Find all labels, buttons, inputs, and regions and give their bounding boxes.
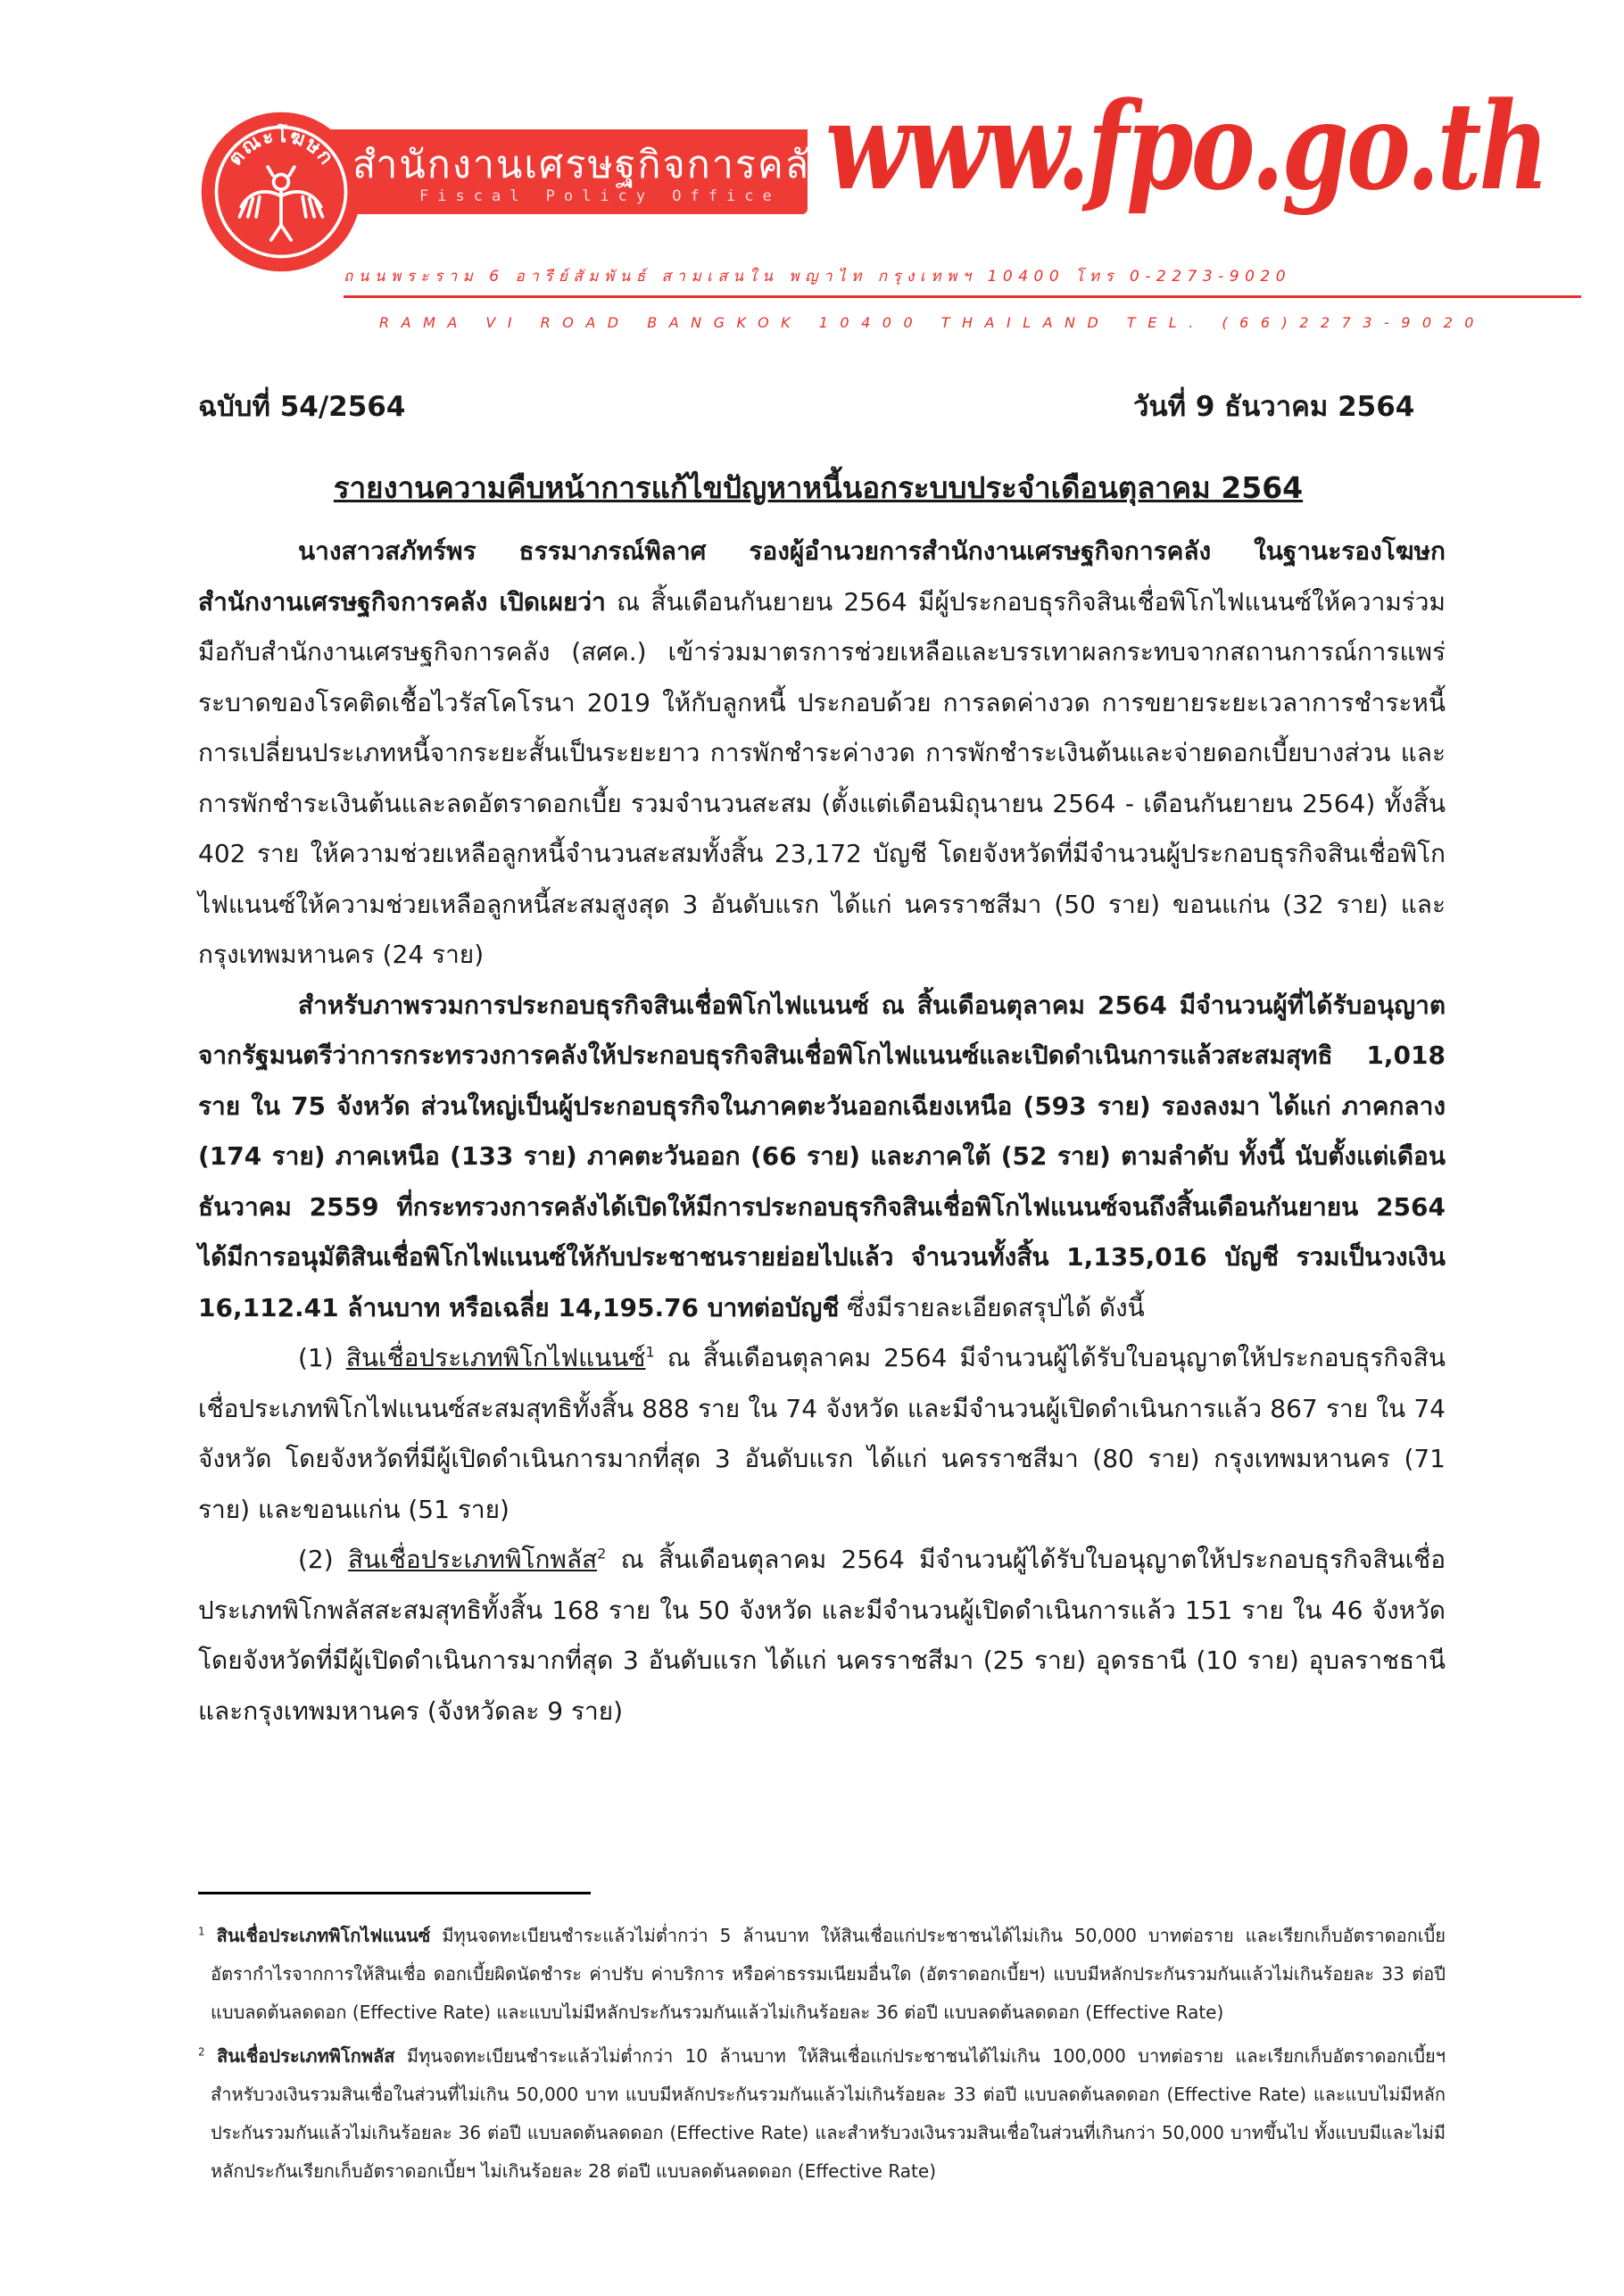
- agency-name-thai: สำนักงานเศรษฐกิจการคลัง: [352, 143, 832, 187]
- document-title: รายงานความคืบหน้าการแก้ไขปัญหาหนี้นอกระบบประจำเดือนตุลาคม 2564: [333, 470, 1304, 505]
- paragraph-2: [198, 981, 1446, 1334]
- footnote-divider: [198, 1892, 591, 1894]
- footnote-ref-1[interactable]: 1: [645, 1343, 655, 1361]
- garuda-seal-logo: [198, 109, 364, 275]
- footnote-2-text: มีทุนจดทะเบียนชำระแล้วไม่ต่ำกว่า 10 ล้านบาท ให้สินเชื่อแก่ประชาชนได้ไม่เกิน 100,000 บาทต่อราย และเรียกเก็บอัตราดอกเบี้ยฯ สำหรับวงเงินรวมสินเชื่อในส่วนที่ไม่เกิน 50,000 บาท แบบมีหลักประกันรวมกันแล้วไม่เกินร้อยละ 33 ต่อปี แบบลดต้นลดดอก (Effective Rate) และแบบไม่มีหลักประกันรวมกันแล้วไม่เกินร้อยละ 36 ต่อปี แบบลดต้นลดดอก (Effective Rate) และสำหรับวงเงินรวมสินเชื่อในส่วนที่เกินกว่า 50,000 บาทขึ้นไป ทั้งแบบมีและไม่มีหลักประกันเรียกเก็บอัตราดอกเบี้ยฯ ไม่เกินร้อยละ 28 ต่อปี แบบลดต้นลดดอก (Effective Rate): [211, 2045, 1446, 2182]
- address-thai: ถนนพระราม 6 อารีย์สัมพันธ์ สามเสนใน พญาไท กรุงเทพฯ 10400 โทร 0-2273-9020: [344, 268, 1292, 286]
- item-number-2: (2): [298, 1545, 349, 1574]
- issue-number: ฉบับที่ 54/2564: [198, 391, 406, 423]
- agency-name-english: Fiscal Policy Office: [419, 187, 781, 205]
- letterhead-divider: [344, 295, 1581, 298]
- pico-plus-label: สินเชื่อประเภทพิโกพลัส: [348, 1545, 598, 1574]
- pico-plus-text: ณ สิ้นเดือนตุลาคม 2564 มีจำนวนผู้ได้รับใบอนุญาตให้ประกอบธุรกิจสินเชื่อประเภทพิโกพลัสสะสมสุทธิทั้งสิ้น 168 ราย ใน 50 จังหวัด และมีจำนวนผู้เปิดดำเนินการแล้ว 151 ราย ใน 46 จังหวัด โดยจังหวัดที่มีผู้เปิดดำเนินการมากที่สุด 3 อันดับแรก ได้แก่ นครราชสีมา (25 ราย) อุดรธานี (10 ราย) อุบลราชธานีและกรุงเทพมหานคร (จังหวัดละ 9 ราย): [198, 1545, 1446, 1726]
- paragraph-pico-finance: [198, 1333, 1446, 1535]
- footnote-ref-2[interactable]: 2: [597, 1545, 607, 1562]
- footnote-1-term: สินเชื่อประเภทพิโกไฟแนนซ์: [216, 1925, 431, 1946]
- svg-text:ตณะโฆษก: ตณะโฆษก: [223, 124, 339, 170]
- press-release-body: [198, 526, 1446, 1737]
- footnote-1-text: มีทุนจดทะเบียนชำระแล้วไม่ต่ำกว่า 5 ล้านบาท ให้สินเชื่อแก่ประชาชนได้ไม่เกิน 50,000 บาทต่อราย และเรียกเก็บอัตราดอกเบี้ย อัตรากำไรจากการให้สินเชื่อ ดอกเบี้ยผิดนัดชำระ ค่าปรับ ค่าบริการ หรือค่าธรรมเนียมอื่นใด (อัตราดอกเบี้ยฯ) แบบมีหลักประกันรวมกันแล้วไม่เกินร้อยละ 33 ต่อปี แบบลดต้นลดดอก (Effective Rate) และแบบไม่มีหลักประกันรวมกันแล้วไม่เกินร้อยละ 36 ต่อปี แบบลดต้นลดดอก (Effective Rate): [211, 1925, 1446, 2023]
- item-number-1: (1): [298, 1343, 346, 1372]
- address-english: RAMA VI ROAD BANGKOK 10400 THAILAND TEL. (66)2273-9020: [379, 314, 1486, 331]
- issue-date: วันที่ 9 ธันวาคม 2564: [1133, 391, 1415, 423]
- pico-finance-label: สินเชื่อประเภทพิโกไฟแนนซ์: [345, 1343, 646, 1372]
- footnotes: [198, 1917, 1446, 2196]
- paragraph-pico-plus: [198, 1535, 1446, 1737]
- website-url[interactable]: www.fpo.go.th: [825, 77, 1547, 218]
- paragraph-1: [198, 526, 1446, 981]
- footnote-2-term: สินเชื่อประเภทพิโกพลัส: [217, 2045, 395, 2067]
- footnote-1-number: 1: [198, 1925, 205, 1938]
- paragraph-1-text: ณ สิ้นเดือนกันยายน 2564 มีผู้ประกอบธุรกิจสินเชื่อพิโกไฟแนนซ์ให้ความร่วมมือกับสำนักงานเศรษฐกิจการคลัง (สศค.) เข้าร่วมมาตรการช่วยเหลือและบรรเทาผลกระทบจากสถานการณ์การแพร่ระบาดของโรคติดเชื้อไวรัสโคโรนา 2019 ให้กับลูกหนี้ ประกอบด้วย การลดค่างวด การขยายระยะเวลาการชำระหนี้ การเปลี่ยนประเภทหนี้จากระยะสั้นเป็นระยะยาว การพักชำระค่างวด การพักชำระเงินต้นและจ่ายดอกเบี้ยบางส่วน และการพักชำระเงินต้นและลดอัตราดอกเบี้ย รวมจำนวนสะสม (ตั้งแต่เดือนมิถุนายน 2564 - เดือนกันยายน 2564) ทั้งสิ้น 402 ราย ให้ความช่วยเหลือลูกหนี้จำนวนสะสมทั้งสิ้น 23,172 บัญชี โดยจังหวัดที่มีจำนวนผู้ประกอบธุรกิจสินเชื่อพิโกไฟแนนซ์ให้ความช่วยเหลือลูกหนี้สะสมสูงสุด 3 อันดับแรก ได้แก่ นครราชสีมา (50 ราย) ขอนแก่น (32 ราย) และกรุงเทพมหานคร (24 ราย): [198, 586, 1446, 969]
- spokesperson-intro: นางสาวสภัทร์พร ธรรมาภรณ์พิลาศ รองผู้อำนวยการสำนักงานเศรษฐกิจการคลัง ในฐานะรองโฆษกสำนักงานเศรษฐกิจการคลัง เปิดเผยว่า: [198, 536, 1446, 617]
- footnote-1: [198, 1917, 1446, 2032]
- footnote-2: [198, 2037, 1446, 2191]
- paragraph-2-text: ซึ่งมีรายละเอียดสรุปได้ ดังนี้: [839, 1292, 1145, 1322]
- footnote-2-number: 2: [198, 2045, 205, 2059]
- pico-finance-text: ณ สิ้นเดือนตุลาคม 2564 มีจำนวนผู้ได้รับใบอนุญาตให้ประกอบธุรกิจสินเชื่อประเภทพิโกไฟแนนซ์สะสมสุทธิทั้งสิ้น 888 ราย ใน 74 จังหวัด และมีจำนวนผู้เปิดดำเนินการแล้ว 867 ราย ใน 74 จังหวัด โดยจังหวัดที่มีผู้เปิดดำเนินการมากที่สุด 3 อันดับแรก ได้แก่ นครราชสีมา (80 ราย) กรุงเทพมหานคร (71 ราย) และขอนแก่น (51 ราย): [198, 1343, 1446, 1524]
- overview-summary: สำหรับภาพรวมการประกอบธุรกิจสินเชื่อพิโกไฟแนนซ์ ณ สิ้นเดือนตุลาคม 2564 มีจำนวนผู้ที่ได้รับอนุญาตจากรัฐมนตรีว่าการกระทรวงการคลังให้ประกอบธุรกิจสินเชื่อพิโกไฟแนนซ์และเปิดดำเนินการแล้วสะสมสุทธิ 1,018 ราย ใน 75 จังหวัด ส่วนใหญ่เป็นผู้ประกอบธุรกิจในภาคตะวันออกเฉียงเหนือ (593 ราย) รองลงมา ได้แก่ ภาคกลาง (174 ราย) ภาคเหนือ (133 ราย) ภาคตะวันออก (66 ราย) และภาคใต้ (52 ราย) ตามลำดับ ทั้งนี้ นับตั้งแต่เดือนธันวาคม 2559 ที่กระทรวงการคลังได้เปิดให้มีการประกอบธุรกิจสินเชื่อพิโกไฟแนนซ์จนถึงสิ้นเดือนกันยายน 2564 ได้มีการอนุมัติสินเชื่อพิโกไฟแนนซ์ให้กับประชาชนรายย่อยไปแล้ว จำนวนทั้งสิ้น 1,135,016 บัญชี รวมเป็นวงเงิน 16,112.41 ล้านบาท หรือเฉลี่ย 14,195.76 บาทต่อบัญชี: [198, 990, 1446, 1322]
